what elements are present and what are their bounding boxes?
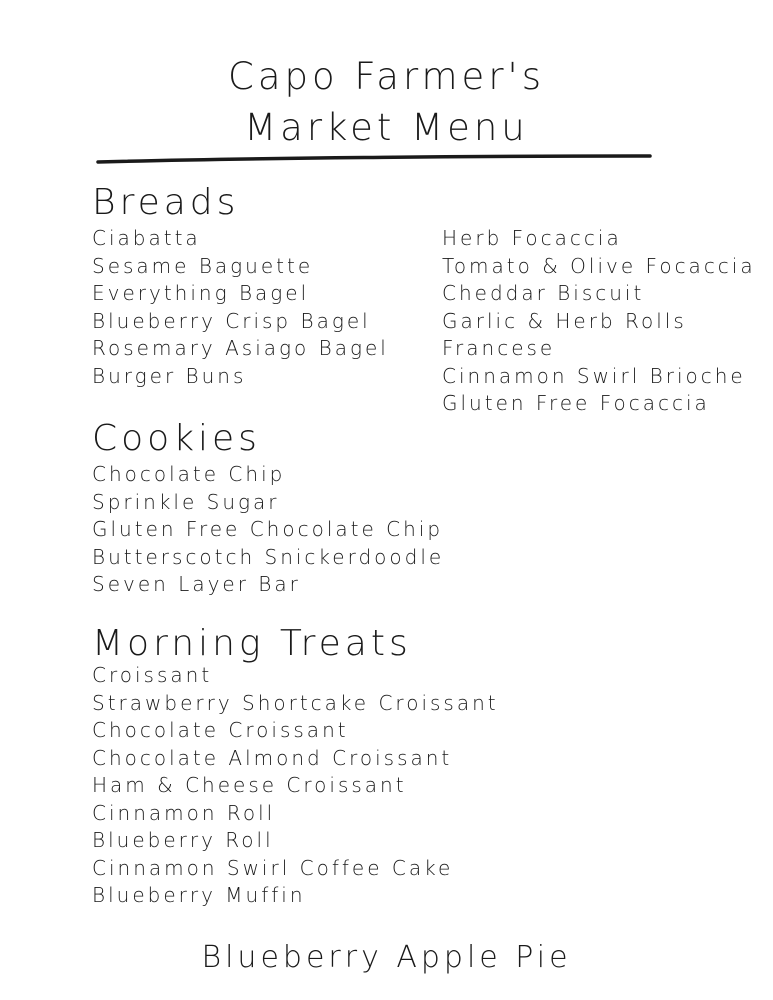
- breads-heading: Breads: [92, 182, 240, 223]
- morning-treats-heading: Morning Treats: [92, 623, 412, 664]
- list-item: Cheddar Biscuit: [442, 281, 645, 305]
- list-item: Chocolate Almond Croissant: [92, 745, 453, 770]
- menu-title-line-1: Capo Farmer's: [228, 55, 545, 98]
- list-item: Sesame Baguette: [92, 253, 314, 278]
- list-item: Cinnamon Roll: [92, 800, 276, 825]
- list-item: Ciabatta: [92, 226, 201, 250]
- list-item: Strawberry Shortcake Croissant: [92, 690, 499, 715]
- list-item: Butterscotch Snickerdoodle: [92, 544, 445, 569]
- list-item: Garlic & Herb Rolls: [442, 308, 687, 333]
- list-item: Cinnamon Swirl Coffee Cake: [92, 855, 454, 880]
- cookies-heading: Cookies: [92, 418, 261, 459]
- list-item: Seven Layer Bar: [92, 572, 301, 596]
- list-item: Burger Buns: [92, 363, 247, 388]
- list-item: Gluten Free Focaccia: [442, 391, 710, 415]
- list-item: Francese: [442, 336, 556, 360]
- list-item: Tomato & Olive Focaccia: [442, 253, 756, 278]
- list-item: Cinnamon Swirl Brioche: [442, 363, 746, 388]
- list-item: Blueberry Roll: [92, 828, 274, 852]
- list-item: Blueberry Muffin: [92, 883, 306, 907]
- list-item: Chocolate Croissant: [92, 718, 349, 742]
- list-item: Ham & Cheese Croissant: [92, 773, 407, 797]
- breads-list-left: [92, 225, 389, 390]
- list-item: Blueberry Crisp Bagel: [92, 308, 371, 333]
- breads-list-right: [442, 225, 756, 418]
- menu-title-line-2: Market Menu: [244, 106, 529, 149]
- list-item: Everything Bagel: [92, 281, 310, 305]
- list-item: Herb Focaccia: [442, 226, 622, 250]
- list-item: Gluten Free Chocolate Chip: [92, 517, 444, 541]
- featured-special: Blueberry Apple Pie: [201, 940, 572, 975]
- list-item: Chocolate Chip: [92, 462, 286, 486]
- cookies-list: [92, 461, 444, 599]
- list-item: Rosemary Asiago Bagel: [92, 336, 389, 360]
- list-item: Croissant: [92, 663, 213, 687]
- title-underline: [96, 152, 652, 170]
- morning-treats-list: [92, 662, 499, 910]
- list-item: Sprinkle Sugar: [92, 489, 280, 514]
